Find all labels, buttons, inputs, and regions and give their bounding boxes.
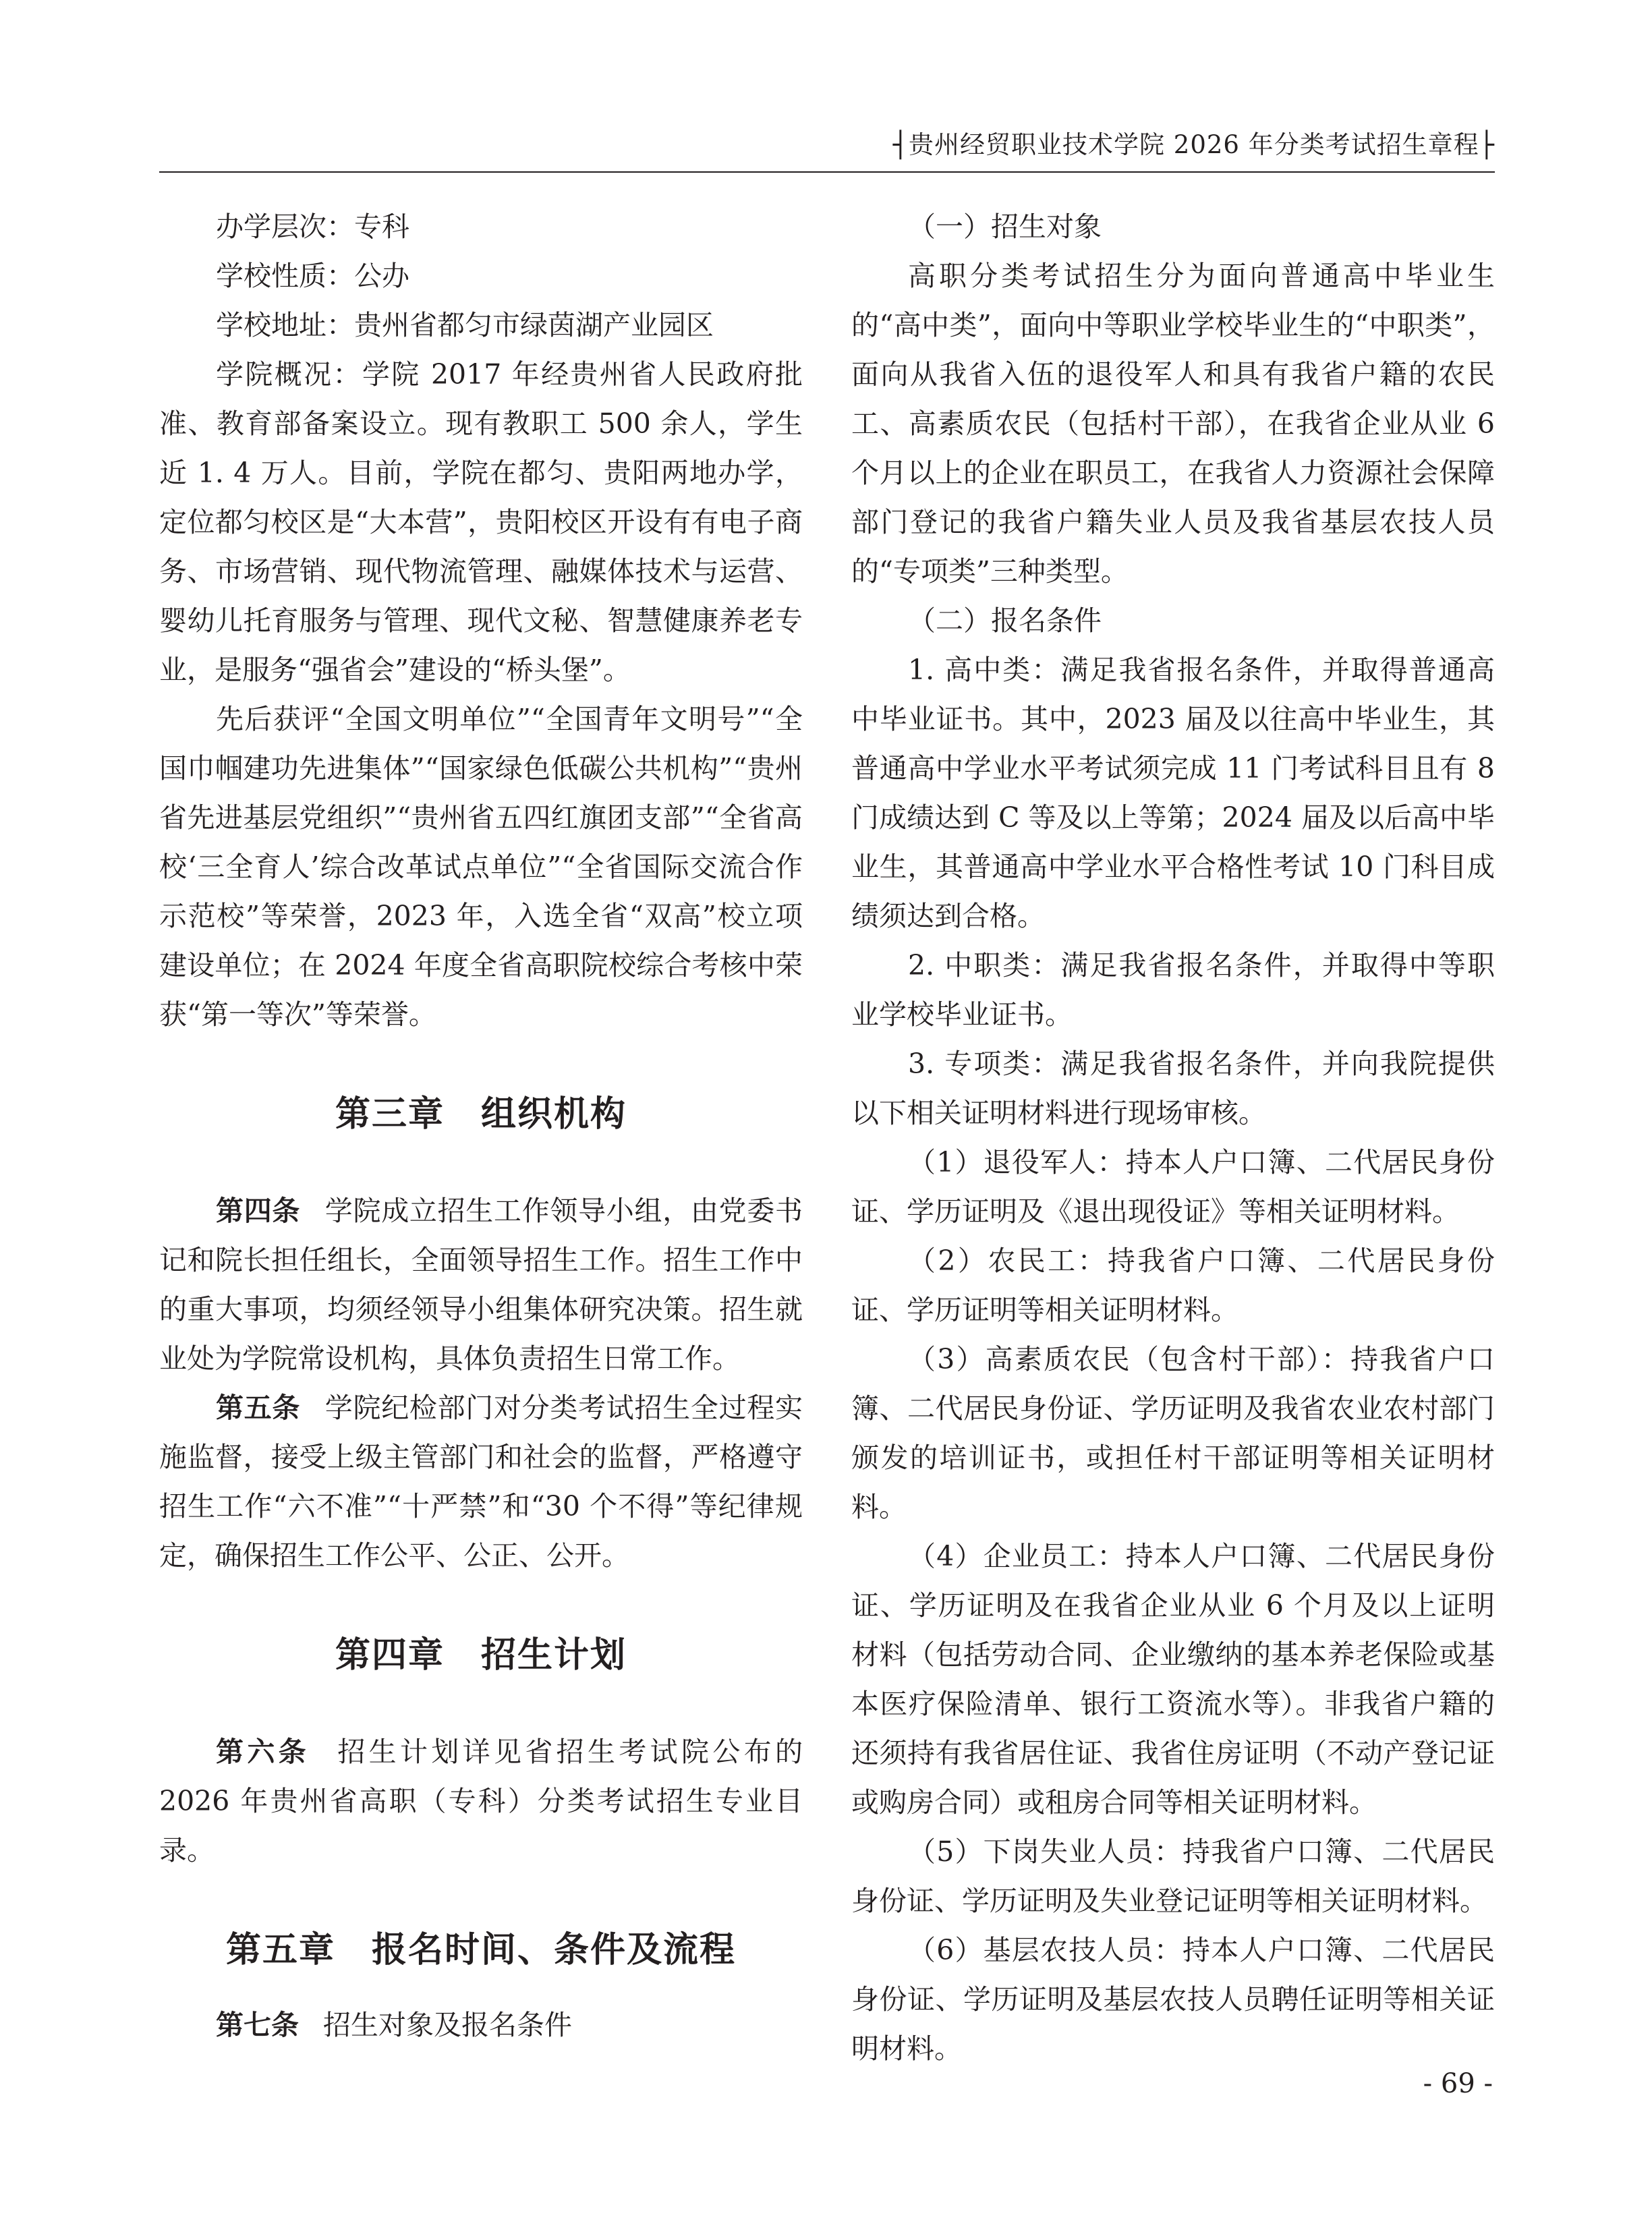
article-7-text: 招生对象及报名条件 bbox=[323, 2009, 572, 2041]
article-5 bbox=[159, 1383, 803, 1580]
condition-special: 3. 专项类：满足我省报名条件，并向我院提供以下相关证明材料进行现场审核。 bbox=[851, 1048, 1495, 1129]
item-veterans: （1）退役军人：持本人户口簿、二代居民身份证、学历证明及《退出现役证》等相关证明材料。 bbox=[851, 1146, 1495, 1228]
section-1-text: 高职分类考试招生分为面向普通高中毕业生的“高中类”，面向中等职业学校毕业生的“中职类”，面向从我省入伍的退役军人和具有我省户籍的农民工、高素质农民（包括村干部），在我省企业从业 6 个月以上的企业在职员工，在我省人力资源社会保障部门登记的我省户籍失业人员及我省基层农技人员的“专项类”三种类型。 bbox=[851, 260, 1495, 588]
article-4 bbox=[159, 1187, 803, 1383]
article-7 bbox=[159, 2001, 803, 2050]
running-header bbox=[159, 119, 1495, 173]
article-6-label: 第六条 bbox=[216, 1736, 310, 1768]
item-agri-technicians: （6）基层农技人员：持本人户口簿、二代居民身份证、学历证明及基层农技人员聘任证明等相关证明材料。 bbox=[851, 1934, 1495, 2065]
article-6-text: 招生计划详见省招生考试院公布的 2026 年贵州省高职（专科）分类考试招生专业目录。 bbox=[159, 1736, 803, 1866]
chapter-5-title: 第五章 报名时间、条件及流程 bbox=[225, 1930, 736, 1970]
chapter-3-title: 第三章 组织机构 bbox=[335, 1094, 627, 1135]
article-4-text: 学院成立招生工作领导小组，由党委书记和院长担任组长，全面领导招生工作。招生工作中的重大事项，均须经领导小组集体研究决策。招生就业处为学院常设机构，具体负责招生日常工作。 bbox=[159, 1195, 803, 1375]
section-2-title: （二）报名条件 bbox=[908, 604, 1102, 637]
item-employees: （4）企业员工：持本人户口簿、二代居民身份证、学历证明及在我省企业从业 6 个月及以上证明材料（包括劳动合同、企业缴纳的基本养老保险或基本医疗保险清单、银行工资流水等）。非我省户籍的还须持有我省居住证、我省住房证明（不动产登记证或购房合同）或租房合同等相关证明材料。 bbox=[851, 1540, 1495, 1819]
chapter-4-title: 第四章 招生计划 bbox=[335, 1635, 627, 1676]
paragraph-honors: 先后获评“全国文明单位”“全国青年文明号”“全国巾帼建功先进集体”“国家绿色低碳公共机构”“贵州省先进基层党组织”“贵州省五四红旗团支部”“全省高校‘三全育人’综合改革试点单位”“全省国际交流合作示范校”等荣誉，2023 年，入选全省“双高”校立项建设单位；在 2024 年度全省高职院校综合考核中荣获“第一等次”等荣誉。 bbox=[159, 703, 803, 1031]
article-4-label: 第四条 bbox=[216, 1195, 301, 1227]
page-number: - 69 - bbox=[1423, 2068, 1493, 2099]
paragraph-level: 办学层次：专科 bbox=[216, 210, 409, 243]
paragraph-address: 学校地址：贵州省都匀市绿茵湖产业园区 bbox=[216, 309, 714, 341]
right-column bbox=[851, 202, 1495, 2074]
condition-vocational: 2. 中职类：满足我省报名条件，并取得中等职业学校毕业证书。 bbox=[851, 949, 1495, 1031]
article-5-text: 学院纪检部门对分类考试招生全过程实施监督，接受上级主管部门和社会的监督，严格遵守招生工作“六不准”“十严禁”和“30 个不得”等纪律规定，确保招生工作公平、公正、公开。 bbox=[159, 1392, 803, 1572]
left-column bbox=[159, 202, 803, 2050]
article-5-label: 第五条 bbox=[216, 1392, 301, 1424]
article-7-label: 第七条 bbox=[216, 2009, 299, 2041]
item-migrant-workers: （2）农民工：持我省户口簿、二代居民身份证、学历证明等相关证明材料。 bbox=[851, 1245, 1495, 1326]
paragraph-overview: 学院概况：学院 2017 年经贵州省人民政府批准、教育部备案设立。现有教职工 500 余人，学生近 1. 4 万人。目前，学院在都匀、贵阳两地办学，定位都匀校区是“大本营”，贵阳校区开设有有电子商务、市场营销、现代物流管理、融媒体技术与运营、婴幼儿托育服务与管理、现代文秘、智慧健康养老专业，是服务“强省会”建设的“桥头堡”。 bbox=[159, 358, 803, 686]
header-title: ┤贵州经贸职业技术学院 2026 年分类考试招生章程├ bbox=[892, 130, 1495, 159]
item-farmers: （3）高素质农民（包含村干部）：持我省户口簿、二代居民身份证、学历证明及我省农业农村部门颁发的培训证书，或担任村干部证明等相关证明材料。 bbox=[851, 1343, 1495, 1523]
article-6 bbox=[159, 1728, 803, 1875]
paragraph-nature: 学校性质：公办 bbox=[216, 260, 409, 292]
condition-high-school: 1. 高中类：满足我省报名条件，并取得普通高中毕业证书。其中，2023 届及以往高中毕业生，其普通高中学业水平考试须完成 11 门考试科目且有 8 门成绩达到 C 等及以上等第；2024 届及以后高中毕业生，其普通高中学业水平合格性考试 10 门科目成绩须达到合格。 bbox=[851, 654, 1495, 932]
section-1-title: （一）招生对象 bbox=[908, 210, 1102, 243]
item-unemployed: （5）下岗失业人员：持我省户口簿、二代居民身份证、学历证明及失业登记证明等相关证明材料。 bbox=[851, 1835, 1495, 1917]
